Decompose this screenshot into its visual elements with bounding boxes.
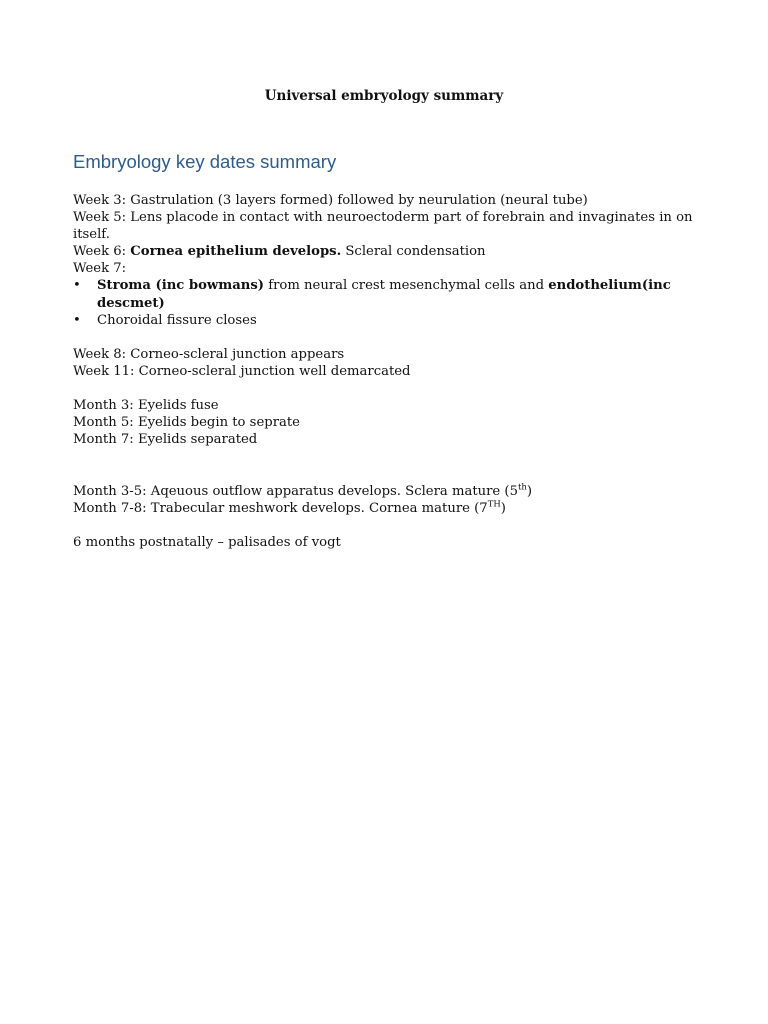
bullet-icon: • xyxy=(73,312,81,328)
spacer xyxy=(73,448,693,482)
stroma-mid-text: from neural crest mesenchymal cells and xyxy=(264,278,549,294)
month7-8-close: ) xyxy=(500,500,506,516)
week6-label: Week 6: xyxy=(73,244,131,260)
bullet-icon: • xyxy=(73,278,81,294)
document-body xyxy=(73,192,693,551)
week6-bold-text: Cornea epithelium develops. xyxy=(130,244,342,260)
month5-line: Month 5: Eyelids begin to seprate xyxy=(73,415,300,431)
month7-8-superscript: TH xyxy=(487,499,501,510)
spacer xyxy=(73,329,693,346)
week7-bullet-choroidal xyxy=(73,312,693,329)
section-heading: Embryology key dates summary xyxy=(73,151,337,172)
week7-label: Week 7: xyxy=(73,261,127,277)
choroidal-text: Choroidal fissure closes xyxy=(97,312,257,328)
document-title: Universal embryology summary xyxy=(264,88,504,104)
month3-5-line xyxy=(73,483,693,500)
month7-8-text: Month 7-8: Trabecular meshwork develops. Cornea mature (7 xyxy=(73,500,488,516)
week5-line-continued: itself. xyxy=(73,227,110,243)
week5-line: Week 5: Lens placode in contact with neuroectoderm part of forebrain and invaginates in on xyxy=(73,210,693,226)
month7-8-line xyxy=(73,500,693,517)
week8-line: Week 8: Corneo-scleral junction appears xyxy=(73,346,345,362)
week6-rest-text: Scleral condensation xyxy=(341,244,486,260)
postnatal-line: 6 months postnatally – palisades of vogt xyxy=(73,534,341,550)
week3-line: Week 3: Gastrulation (3 layers formed) followed by neurulation (neural tube) xyxy=(73,193,588,208)
spacer xyxy=(73,517,693,534)
stroma-bold-text: Stroma (inc bowmans) xyxy=(97,278,265,294)
month3-5-close: ) xyxy=(526,483,533,499)
month7-line: Month 7: Eyelids separated xyxy=(73,432,258,448)
endothelium-bold-text: endothelium(inc descmet) xyxy=(97,278,671,311)
month3-5-text: Month 3-5: Aqeuous outflow apparatus develops. Sclera mature (5 xyxy=(73,483,518,499)
week6-line xyxy=(73,243,693,260)
month3-5-superscript: th xyxy=(517,482,527,493)
spacer xyxy=(73,380,693,397)
month3-line: Month 3: Eyelids fuse xyxy=(73,398,219,414)
week11-line: Week 11: Corneo-scleral junction well demarcated xyxy=(73,363,411,379)
week7-bullet-stroma xyxy=(73,277,693,311)
